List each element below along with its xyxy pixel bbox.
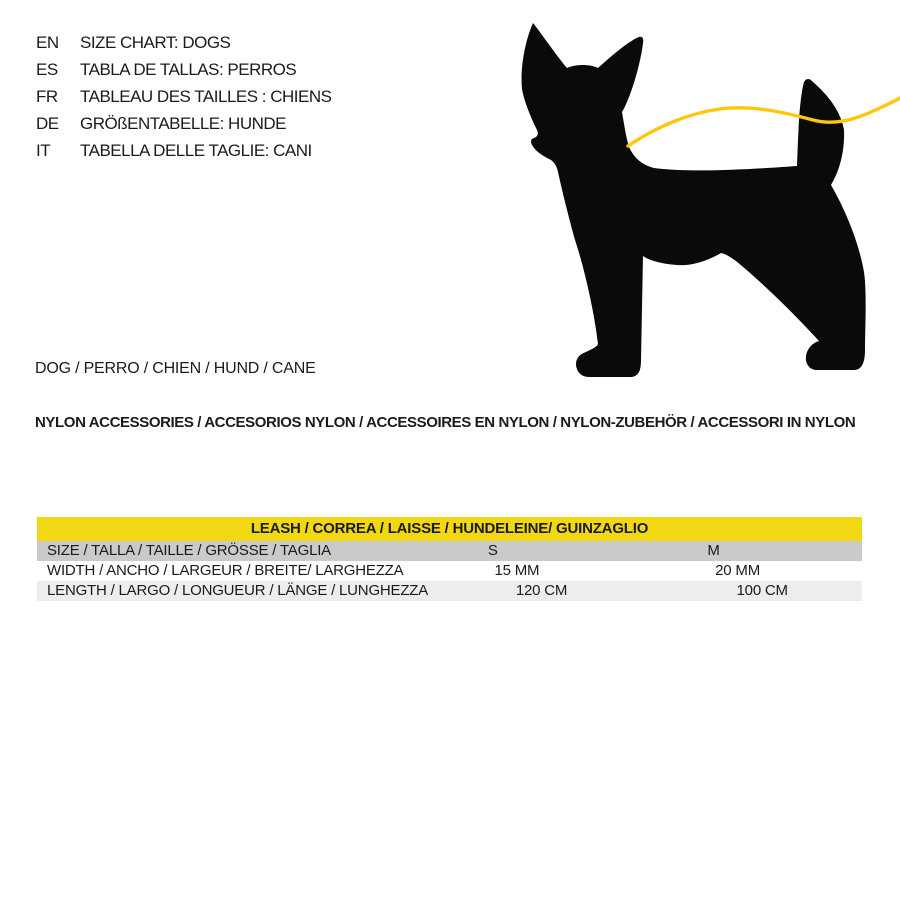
length-s-cell: 120 CM: [515, 582, 568, 599]
row-filler: [821, 541, 862, 561]
language-code: EN: [36, 33, 59, 52]
size-s-cell: S: [487, 542, 498, 559]
category-names-line: NYLON ACCESSORIES / ACCESORIOS NYLON / ACCESSOIRES EN NYLON / NYLON-ZUBEHÖR / ACCESSORI IN NYLON: [35, 414, 856, 431]
language-code: FR: [36, 87, 58, 106]
leash-line-icon: [628, 97, 900, 146]
table-row-width: [37, 561, 862, 581]
language-title: TABLA DE TALLAS: PERROS: [80, 60, 297, 79]
language-code: DE: [36, 114, 59, 133]
language-title: GRÖßENTABELLE: HUNDE: [80, 114, 287, 133]
row-label: LENGTH / LARGO / LONGUEUR / LÄNGE / LUNGHEZZA: [47, 582, 429, 599]
table-row-size: [37, 541, 862, 561]
size-m-cell: M: [707, 542, 720, 559]
width-m-cell: 20 MM: [715, 562, 760, 579]
language-code: IT: [36, 141, 51, 160]
width-s-cell: 15 MM: [494, 562, 540, 579]
row-filler: [845, 561, 862, 581]
row-label: SIZE / TALLA / TAILLE / GRÖSSE / TAGLIA: [47, 542, 331, 559]
dog-silhouette-icon: [522, 23, 866, 377]
language-code: ES: [36, 60, 58, 79]
table-row-length: [37, 581, 862, 601]
language-title: TABELLA DELLE TAGLIE: CANI: [80, 141, 312, 160]
length-m-cell: 100 CM: [736, 582, 788, 599]
animal-names-line: DOG / PERRO / CHIEN / HUND / CANE: [35, 360, 316, 377]
leash-size-table: [37, 517, 862, 601]
language-title: TABLEAU DES TAILLES : CHIENS: [80, 87, 332, 106]
table-header-leash: LEASH / CORREA / LAISSE / HUNDELEINE/ GUINZAGLIO: [37, 517, 862, 541]
dog-silhouette-illustration: [0, 0, 900, 400]
row-label: WIDTH / ANCHO / LARGEUR / BREITE/ LARGHEZZA: [47, 562, 404, 579]
language-title: SIZE CHART: DOGS: [80, 33, 231, 52]
